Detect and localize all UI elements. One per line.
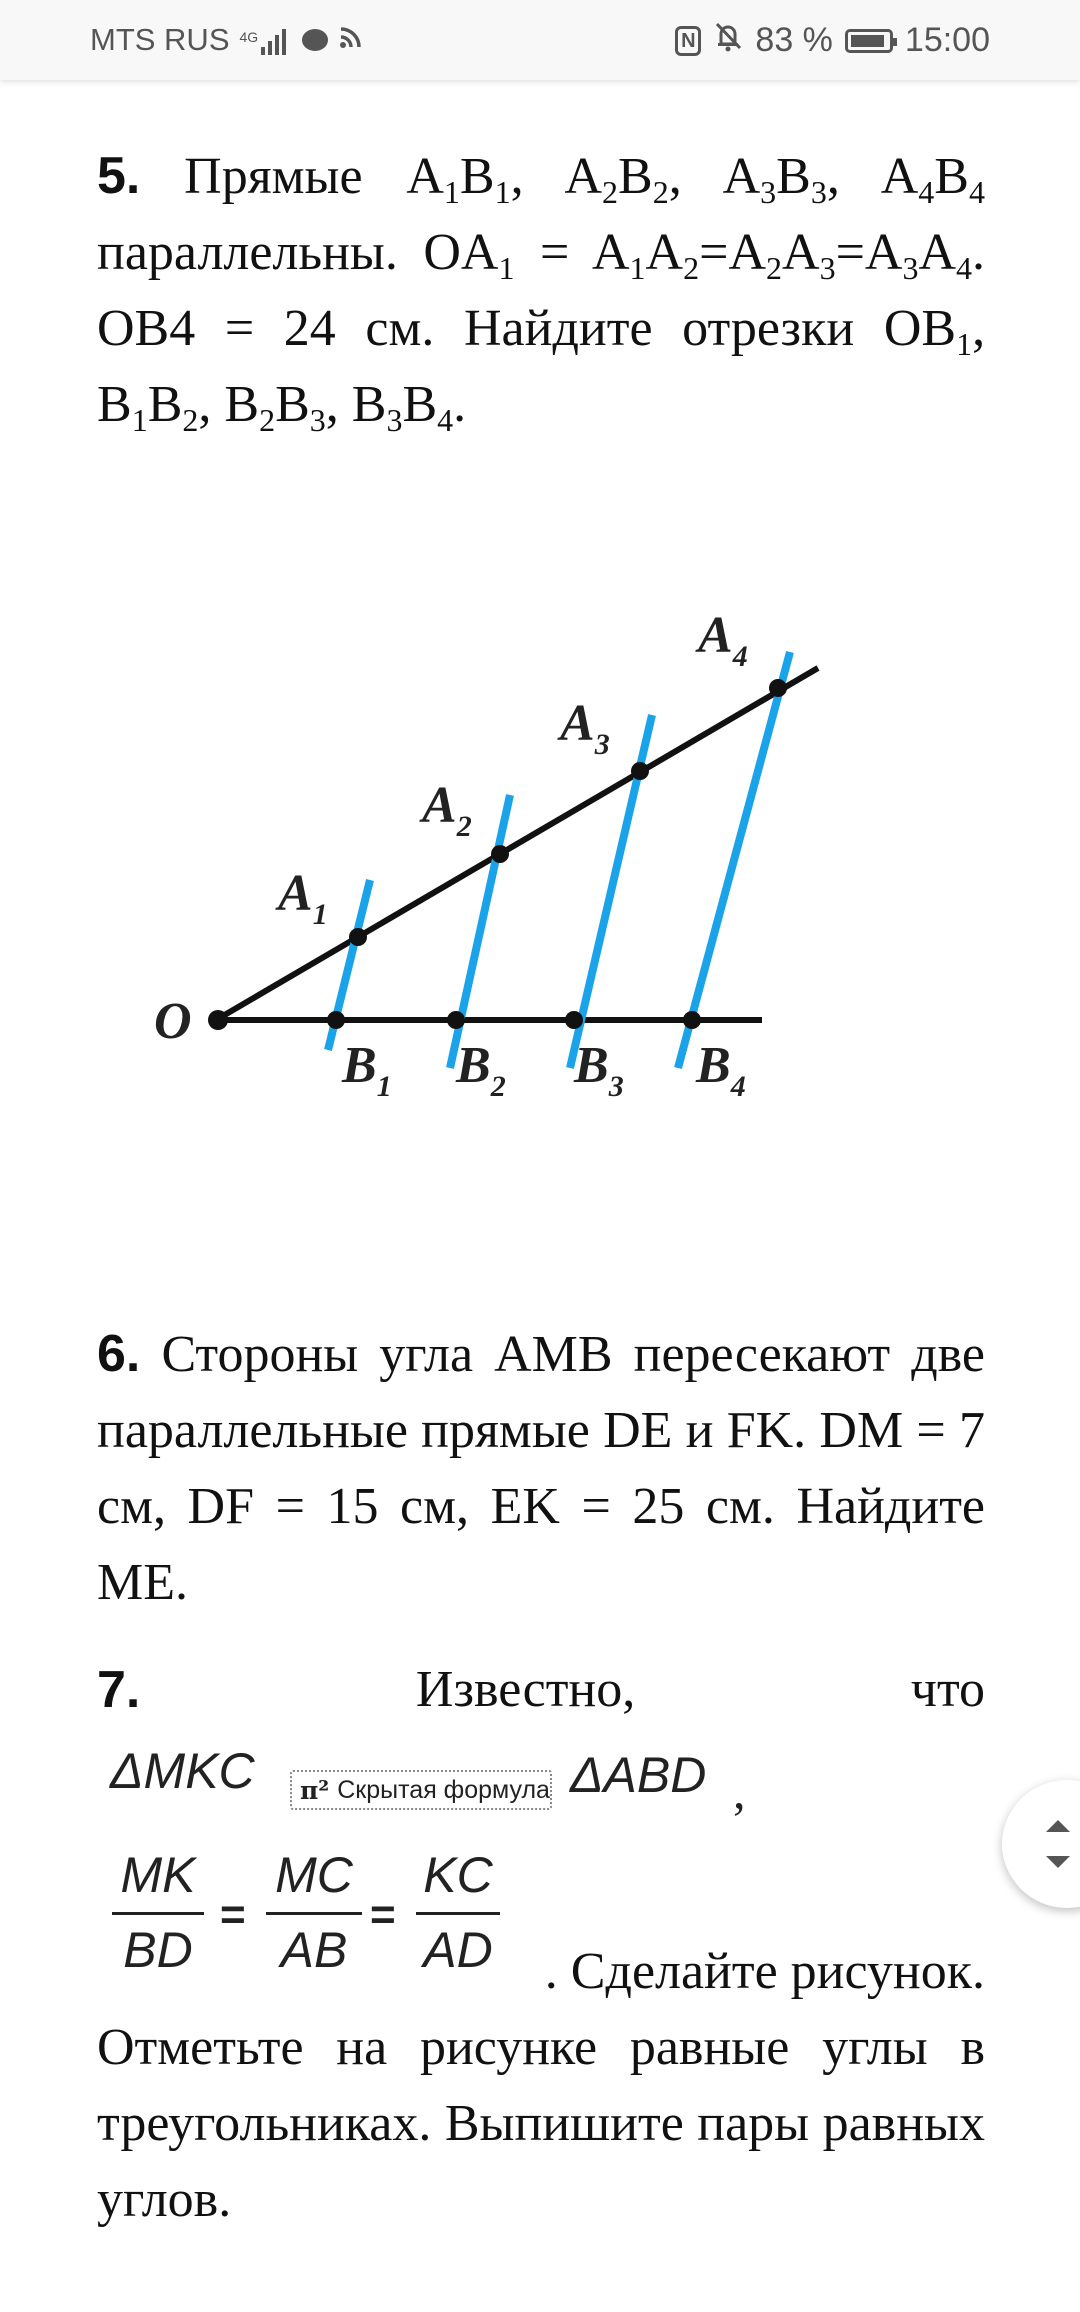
scroll-arrows-icon [1002, 1780, 1080, 1908]
equals-1: = [220, 1890, 246, 1939]
task-6-number: 6. [97, 1325, 141, 1383]
nfc-icon: N [675, 26, 701, 56]
equals-2: = [370, 1890, 396, 1939]
scroll-button[interactable] [1002, 1780, 1080, 1908]
point-a3 [631, 762, 649, 780]
fraction-kc-ad: KC AD [416, 1846, 500, 1979]
triangle-abd: ΔABD [570, 1747, 707, 1803]
task-7-make-drawing: . Сделайте рисунок. [544, 1943, 985, 2000]
task-6-text [97, 1316, 985, 1621]
network-type: 4G [239, 29, 259, 45]
task-7-word1: Известно, [415, 1661, 636, 1718]
label-b1: $B_1$ [342, 1037, 392, 1103]
status-right [675, 20, 990, 61]
point-a1 [349, 928, 367, 946]
point-b2 [447, 1011, 465, 1029]
ray-oa [216, 668, 818, 1020]
hidden-formula-button[interactable] [290, 1770, 552, 1810]
label-b2: $B_2$ [456, 1037, 506, 1103]
mute-icon [713, 20, 743, 61]
point-a4 [769, 679, 787, 697]
fraction-mk-bd: MK BD [112, 1846, 204, 1979]
status-left [90, 22, 364, 58]
carrier-name: MTS RUS [90, 22, 230, 57]
signal-icon [240, 25, 287, 55]
figure-labels [154, 607, 748, 1103]
battery-icon [845, 29, 893, 53]
task-7-body [97, 2010, 985, 2238]
pi-icon: π² [300, 1775, 330, 1805]
task-7-header [97, 1652, 985, 1728]
task-6-body: Стороны угла AMB пересекают две параллельные прямые DE и FK. DM = 7 см, DF = 15 см, EK = 25 см. Найдите ME. [97, 1326, 985, 1611]
triangle-mkc: ΔMKC [110, 1743, 255, 1799]
figure-lines [216, 668, 818, 1020]
task-5-text: 5. Прямые $A_1B_1$, $A_2B_2$, $A_3B_3$, $A_4B_4$ параллельны. $OA_1 = A_1A_2=A_2A_3=A_3A_4$. OB4 = 24 см. Найдите отрезки $OB_1$, $B_1B_2$, $B_2B_3$, $B_3B_4$. [97, 147, 986, 438]
task-6 [97, 1316, 985, 1621]
task-7-text2: Отметьте на рисунке равные углы в треугольниках. Выпишите пары равных углов. [97, 2019, 985, 2228]
battery-percent: 83 % [755, 21, 833, 59]
task-7-word2: что [910, 1661, 985, 1718]
label-a4: $A_4$ [698, 607, 748, 673]
geometry-figure [130, 590, 850, 1130]
clock: 15:00 [904, 21, 990, 59]
task-7-number: 7. [97, 1661, 141, 1719]
point-a2 [491, 845, 509, 863]
label-b3: $B_3$ [574, 1037, 624, 1103]
parallel-lines [328, 652, 790, 1068]
label-o: O [154, 993, 192, 1050]
point-o [208, 1010, 228, 1030]
point-b3 [565, 1011, 583, 1029]
task-5-number: 5. [97, 147, 141, 205]
cast-icon [338, 22, 364, 58]
label-a2: $A_2$ [422, 777, 472, 843]
fraction-mc-ab: MC AB [266, 1846, 362, 1979]
label-a1: $A_1$ [278, 865, 328, 931]
comma: , [733, 1763, 746, 1819]
point-b1 [327, 1011, 345, 1029]
point-b4 [683, 1011, 701, 1029]
status-bar [0, 0, 1080, 80]
task-5 [97, 138, 985, 443]
message-icon [302, 29, 328, 51]
label-b4: $B_4$ [696, 1037, 746, 1103]
label-a3: $A_3$ [560, 695, 610, 761]
hidden-formula-label: Скрытая формула [337, 1775, 550, 1804]
